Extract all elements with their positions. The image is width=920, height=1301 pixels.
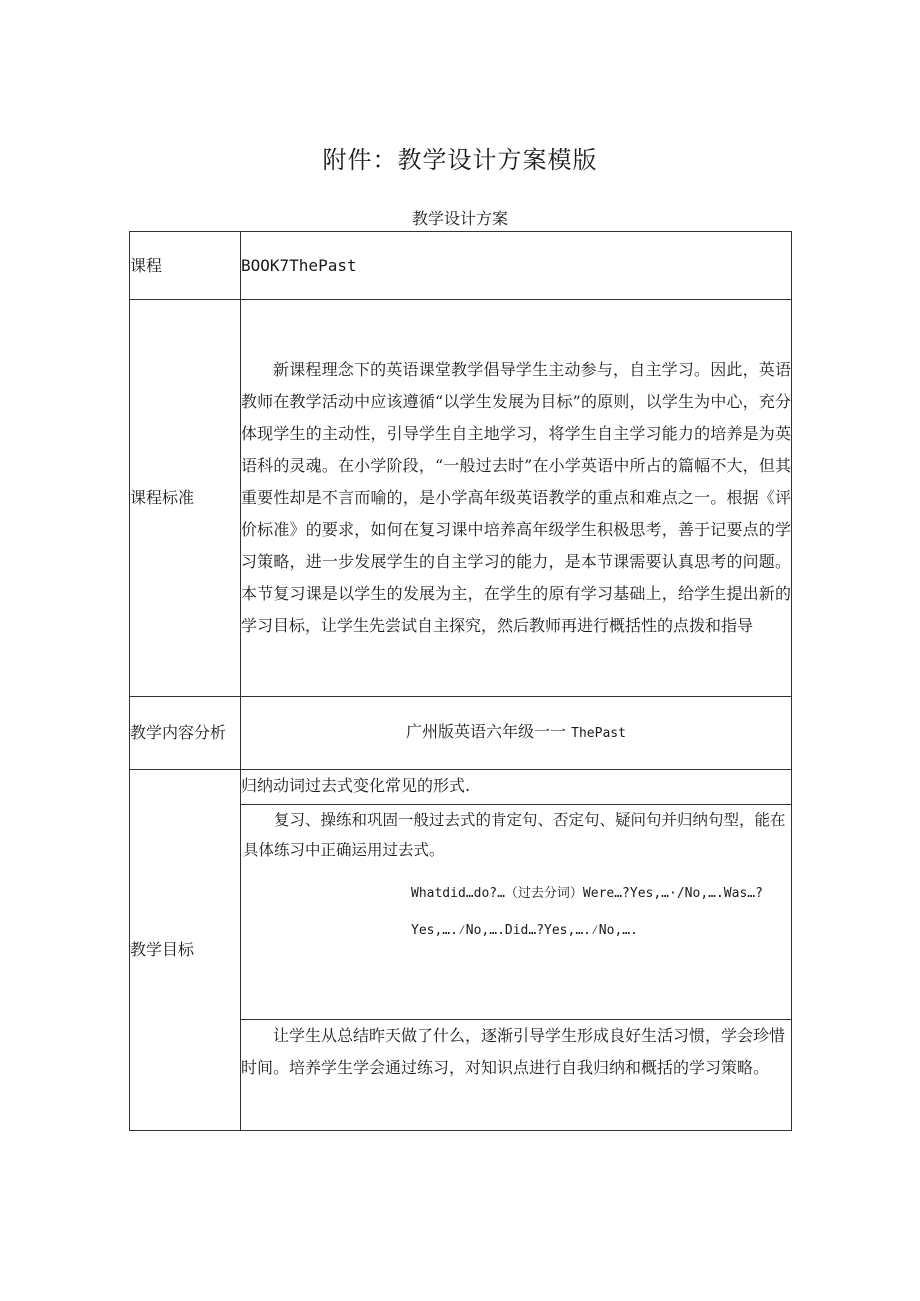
teaching-goal-2-sentence-patterns: Whatdid…do?…（过去分词）Were…?Yes,…·/No,….Was…?Yes,….⁄No,….Did…?Yes,….⁄No,…. <box>411 886 763 938</box>
teaching-plan-table <box>129 231 792 1131</box>
course-standard-label: 课程标准 <box>130 300 241 697</box>
content-analysis-label: 教学内容分析 <box>130 697 241 770</box>
content-analysis-row <box>130 697 792 770</box>
course-standard-row <box>130 300 792 697</box>
content-analysis-value-cn: 广州版英语六年级一一 <box>406 722 567 741</box>
table-caption: 教学设计方案 <box>411 209 508 228</box>
course-value: BOOK7ThePast <box>241 232 792 300</box>
teaching-goal-2-text: 复习、操练和巩固一般过去式的肯定句、否定句、疑问句并归纳句型，能在具体练习中正确运用过去式。 <box>243 811 786 859</box>
content-analysis-value-en: ThePast <box>571 726 626 741</box>
course-standard-text: 新课程理念下的英语课堂教学倡导学生主动参与，自主学习。因此，英语教师在教学活动中应该遵循“以学生发展为目标”的原则，以学生为中心，充分体现学生的主动性，引导学生自主地学习，将学生自主学习能力的培养是为英语科的灵魂。在小学阶段，“一般过去时”在小学英语中所占的篇幅不大，但其重要性却是不言而喻的，是小学高年级英语教学的重点和难点之一。根据《评价标准》的要求，如何在复习课中培养高年级学生积极思考，善于记要点的学习策略，进一步发展学生的自主学习的能力，是本节课需要认真思考的问题。本节复习课是以学生的发展为主，在学生的原有学习基础上，给学生提出新的学习目标，让学生先尝试自主探究，然后教师再进行概括性的点拨和指导 <box>241 300 792 697</box>
teaching-goal-row-1 <box>130 770 792 805</box>
course-label: 课程 <box>130 232 241 300</box>
content-analysis-value <box>241 697 792 770</box>
teaching-goals-label: 教学目标 <box>130 770 241 1131</box>
teaching-goal-2 <box>241 805 792 1020</box>
teaching-goal-1: 归纳动词过去式变化常见的形式. <box>241 770 792 805</box>
teaching-goal-3: 让学生从总结昨天做了什么，逐渐引导学生形成良好生活习惯，学会珍惜时间。培养学生学会通过练习，对知识点进行自我归纳和概括的学习策略。 <box>241 1020 792 1131</box>
course-row <box>130 232 792 300</box>
document-title: 附件：教学设计方案模版 <box>322 146 598 174</box>
